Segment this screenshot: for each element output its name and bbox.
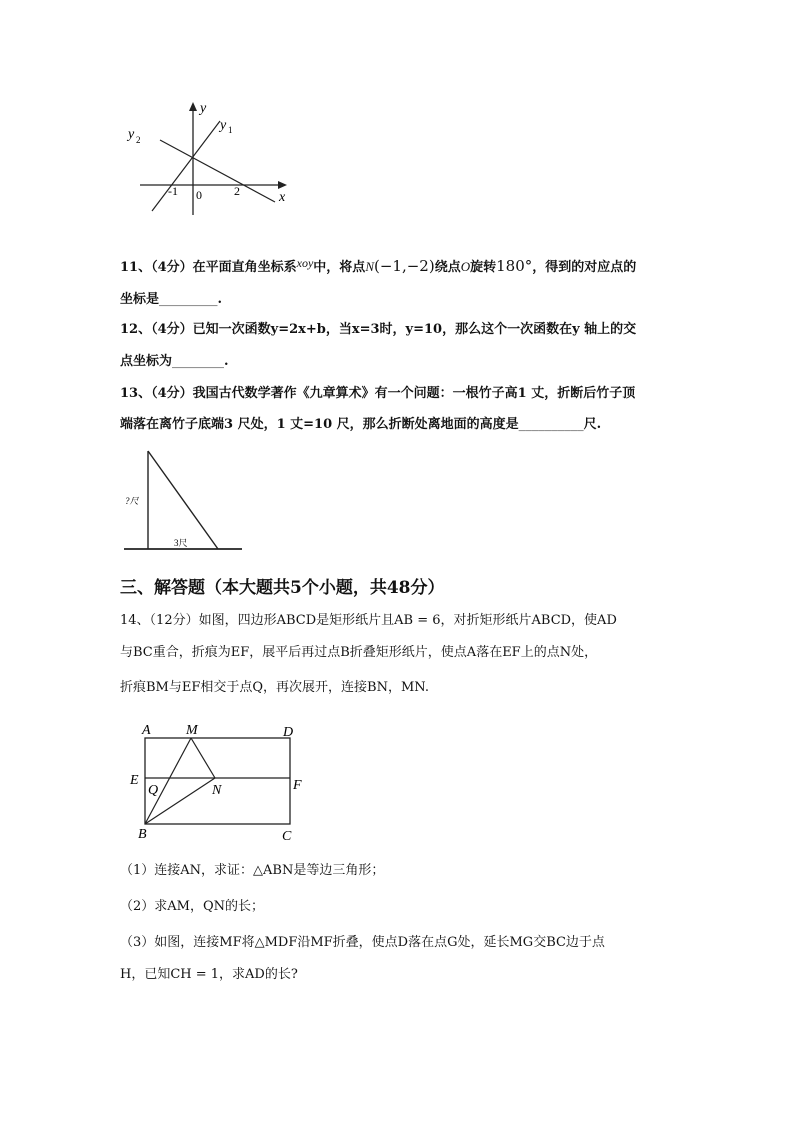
point-n: N [212,783,222,798]
q11-xoy: xoy [296,256,314,270]
point-f: F [293,778,302,793]
point-e: E [130,773,139,788]
point-c: C [282,829,292,844]
question-14-line-3: 折痕BM与EF相交于点Q，再次展开，连接BN，MN. [120,680,429,695]
q11-suffix: ，得到的对应点的 [532,260,637,275]
q11-end: . [217,292,223,307]
figure-1-graph [120,95,300,220]
section-3-title: 三、解答题（本大题共5个小题，共48分） [120,578,445,598]
point-a: A [142,723,151,738]
q11-point-o: O [460,259,471,274]
sub-question-3-line-2: H，已知CH = 1，求AD的长? [120,967,298,982]
line-y1 [152,121,220,211]
y1-label: y [220,118,227,133]
question-14-line-1: 14、（12分）如图，四边形ABCD是矩形纸片且AB = 6，对折矩形纸片ABCD，使AD [120,613,617,628]
q11-point-n: N [365,259,374,274]
y1-subscript: 1 [228,125,233,135]
bamboo-broken-part [148,451,218,549]
point-b: B [138,827,147,842]
q11-mid2: 绕点 [434,260,461,275]
y-axis-arrow [189,102,197,111]
point-d: D [283,725,294,740]
height-label: ?尺 [125,496,139,506]
y2-label: y [128,127,135,142]
base-label: 3尺 [174,538,188,548]
question-14-line-2: 与BC重合，折痕为EF，展平后再过点B折叠矩形纸片，使点A落在EF上的点N处， [120,645,598,660]
x-axis-label: x [279,190,286,205]
point-m: M [186,723,198,738]
question-13-line-2 [120,416,601,434]
question-12-line-1: 12、（4分）已知一次函数y=2x+b，当x=3时，y=10，那么这个一次函数在y 轴上的交 [120,322,637,337]
question-11-line-1 [120,254,636,277]
y2-subscript: 2 [136,135,141,145]
q12-answer-blank[interactable]: ________ [172,354,225,369]
question-13-line-1: 13、（4分）我国古代数学著作《九章算术》有一个问题：一根竹子高1 丈，折断后竹子顶 [120,386,636,401]
q12-line2: 点坐标为 [120,354,173,369]
q11-mid3: 旋转 [470,260,497,275]
figure-3-rectangle [125,718,315,848]
sub-question-1: （1）连接AN，求证：△ABN是等边三角形； [120,863,385,878]
q13-end: 尺. [583,417,602,432]
question-12-line-2 [120,353,229,371]
q11-mid1: 中，将点 [313,260,366,275]
tick-2: 2 [234,184,240,198]
x-axis-arrow [278,181,287,189]
q11-angle: 180° [496,257,533,275]
q11-point-coords: (−1,−2) [373,257,435,275]
sub-question-3-line-1: （3）如图，连接MF将△MDF沿MF折叠，使点D落在点G处，延长MG交BC边于点 [120,935,605,950]
segment-bm [145,738,191,824]
q11-line2: 坐标是 [120,292,160,307]
tick-neg1: -1 [168,184,178,198]
sub-question-2: （2）求AM，QN的长； [120,899,265,914]
q11-prefix: 11、（4分）在平面直角坐标系 [120,260,297,275]
question-11-line-2 [120,291,222,309]
q12-end: . [224,354,229,369]
q13-line2: 端落在离竹子底端3 尺处，1 丈=10 尺，那么折断处离地面的高度是 [120,417,519,432]
segment-mn [191,738,215,778]
q13-answer-blank[interactable]: __________ [518,417,584,432]
rectangle-abcd [145,738,290,824]
origin-label: 0 [196,188,202,202]
y-axis-label: y [200,101,207,116]
q11-answer-blank[interactable]: _________ [159,292,218,307]
figure-2-bamboo [120,446,250,556]
point-q: Q [148,783,159,798]
